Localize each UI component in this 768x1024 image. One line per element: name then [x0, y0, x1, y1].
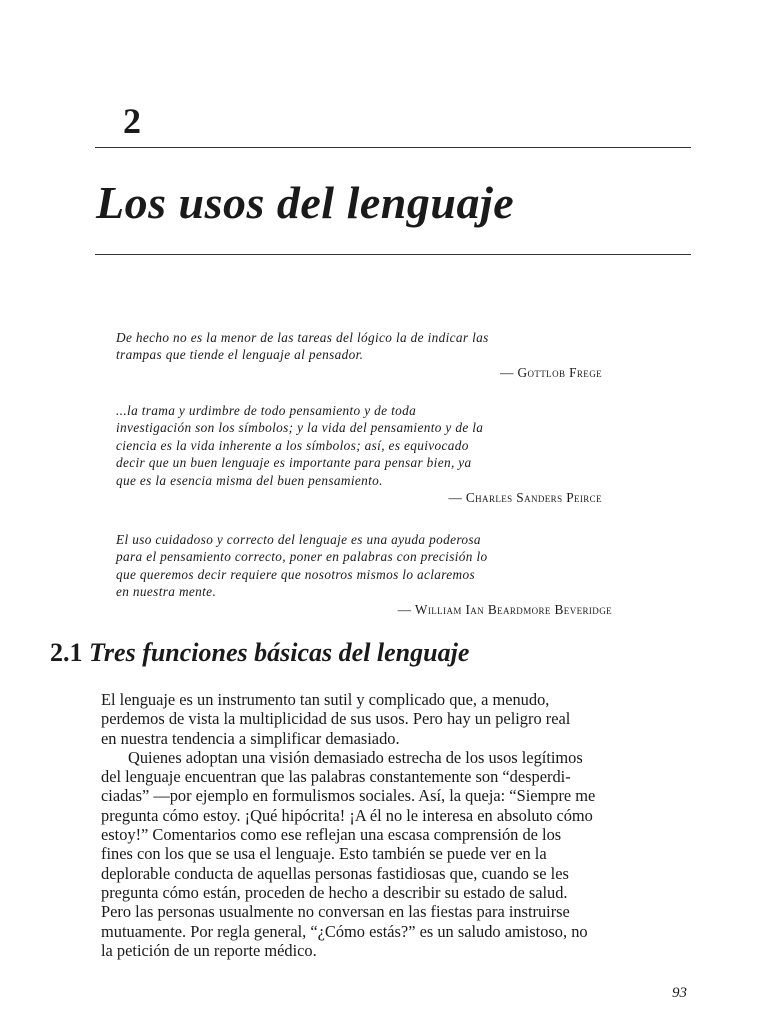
body-line: mutuamente. Por regla general, “¿Cómo estás?” es un saludo amistoso, no — [101, 921, 588, 941]
epigraph-line: para el pensamiento correcto, poner en palabras con precisión lo — [116, 549, 488, 565]
body-line: El lenguaje es un instrumento tan sutil y complicado que, a menudo, — [101, 690, 550, 709]
section-number: 2.1 — [50, 638, 83, 667]
epigraph-peirce — [116, 402, 616, 506]
body-line: del lenguaje encuentran que las palabras constantemente son “desperdi- — [101, 767, 571, 787]
body-line: la petición de un reporte médico. — [101, 940, 317, 960]
epigraph-line: ciencia es la vida inherente a los símbolos; así, es equivocado — [116, 437, 469, 453]
epigraph-beveridge — [116, 531, 616, 618]
epigraph-line: que es la esencia misma del buen pensamiento. — [116, 472, 383, 488]
body-line: Quienes adoptan una visión demasiado estrecha de los usos legítimos — [128, 747, 583, 767]
chapter-number: 2 — [123, 101, 141, 141]
epigraph-line: que queremos decir requiere que nosotros mismos lo aclaremos — [116, 566, 476, 582]
chapter-rule-bottom — [95, 254, 691, 255]
body-line: Pero las personas usualmente no conversan en las fiestas para instruirse — [101, 902, 570, 922]
body-text — [101, 690, 693, 960]
epigraph-line: ...la trama y urdimbre de todo pensamiento y de toda — [116, 403, 417, 418]
epigraph-attribution: — Charles Sanders Peirce — [448, 490, 602, 506]
epigraph-line: investigación son los símbolos; y la vida del pensamiento y de la — [116, 420, 484, 436]
body-line: fines con los que se usa el lenguaje. Esto también se puede ver en la — [101, 844, 547, 864]
section-title: Tres funciones básicas del lenguaje — [89, 638, 470, 667]
chapter-rule-top — [95, 147, 691, 148]
epigraph-frege — [116, 329, 616, 381]
epigraph-line: decir que un buen lenguaje es importante para pensar bien, ya — [116, 455, 472, 471]
body-line: perdemos de vista la multiplicidad de sus usos. Pero hay un peligro real — [101, 709, 571, 729]
epigraph-line: en nuestra mente. — [116, 584, 217, 600]
epigraph-line: trampas que tiende el lenguaje al pensador. — [116, 347, 364, 363]
body-line: pregunta cómo están, proceden de hecho a describir su estado de salud. — [101, 882, 568, 902]
body-line: deplorable conducta de aquellas personas fastidiosas que, cuando se les — [101, 863, 569, 883]
body-line: ciadas” —por ejemplo en formulismos sociales. Así, la queja: “Siempre me — [101, 786, 596, 806]
epigraph-attribution: — Gottlob Frege — [500, 364, 602, 380]
epigraph-line: De hecho no es la menor de las tareas del lógico la de indicar las — [116, 330, 489, 345]
page-number: 93 — [672, 985, 687, 1001]
section-heading — [50, 640, 469, 666]
epigraph-line: El uso cuidadoso y correcto del lenguaje es una ayuda poderosa — [116, 532, 481, 547]
epigraph-attribution: — William Ian Beardmore Beveridge — [397, 601, 612, 617]
chapter-title: Los usos del lenguaje — [96, 177, 515, 228]
body-line: en nuestra tendencia a simplificar demasiado. — [101, 728, 400, 748]
body-line: pregunta cómo estoy. ¡Qué hipócrita! ¡A él no le interesa en absoluto cómo — [101, 805, 593, 825]
body-line: estoy!” Comentarios como ese reflejan una escasa comprensión de los — [101, 825, 562, 845]
